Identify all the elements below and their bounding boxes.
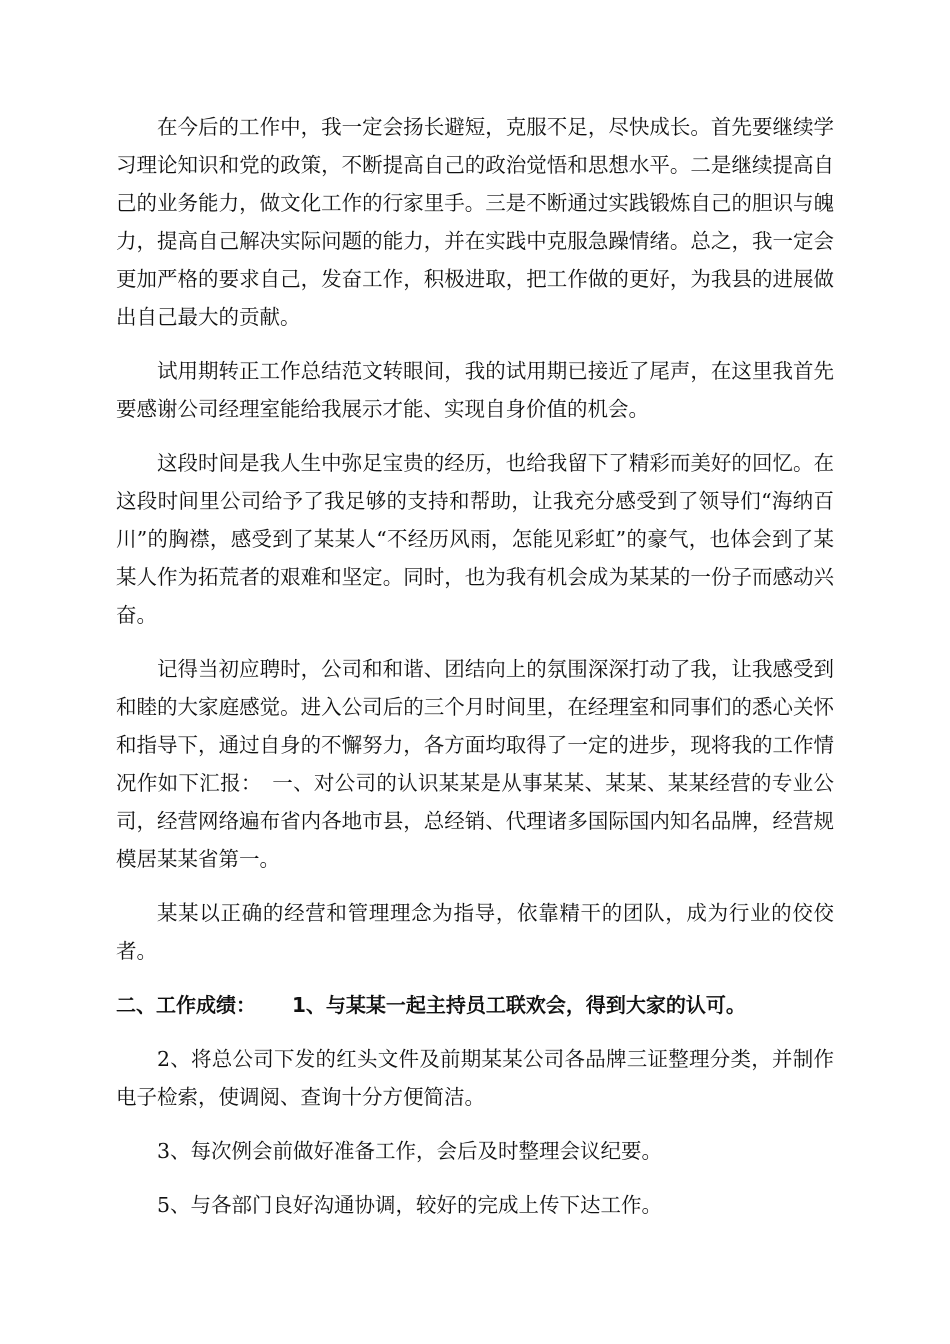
achievement-item-1: 1、与某某一起主持员工联欢会，得到大家的认可。 [292, 993, 746, 1017]
section-heading: 二、工作成绩： [116, 993, 256, 1017]
section-work-achievements [116, 986, 834, 1024]
paragraph-company-philosophy: 某某以正确的经营和管理理念为指导，依靠精干的团队，成为行业的佼佼者。 [116, 901, 834, 963]
paragraph-company-recognition: 记得当初应聘时，公司和和谐、团结向上的氛围深深打动了我，让我感受到和睦的大家庭感觉。进入公司后的三个月时间里，在经理室和同事们的悉心关怀和指导下，通过自身的不懈努力，各方面均取得了一定的进步，现将我的工作情况作如下汇报： 一、对公司的认识某某是从事某某、某某、某某经营的专业公司，经营网络遍布省内各地市县，总经销、代理诸多国际国内知名品牌，经营规模居某某省第一。 [116, 657, 834, 871]
paragraph-experience: 这段时间是我人生中弥足宝贵的经历，也给我留下了精彩而美好的回忆。在这段时间里公司给予了我足够的支持和帮助，让我充分感受到了领导们“海纳百川”的胸襟，感受到了某某人“不经历风雨，怎能见彩虹”的豪气，也体会到了某某人作为拓荒者的艰难和坚定。同时，也为我有机会成为某某的一份子而感动兴奋。 [116, 451, 834, 627]
paragraph-probation-intro: 试用期转正工作总结范文转眼间，我的试用期已接近了尾声，在这里我首先要感谢公司经理室能给我展示才能、实现自身价值的机会。 [116, 359, 834, 421]
achievement-item-5: 5、与各部门良好沟通协调，较好的完成上传下达工作。 [157, 1193, 663, 1217]
achievement-item-2: 2、将总公司下发的红头文件及前期某某公司各品牌三证整理分类，并制作电子检索，使调阅、查询十分方便简洁。 [116, 1047, 834, 1109]
paragraph-future-plans: 在今后的工作中，我一定会扬长避短，克服不足，尽快成长。首先要继续学习理论知识和党的政策，不断提高自己的政治觉悟和思想水平。二是继续提高自己的业务能力，做文化工作的行家里手。三是不断通过实践锻炼自己的胆识与魄力，提高自己解决实际问题的能力，并在实践中克服急躁情绪。总之，我一定会更加严格的要求自己，发奋工作，积极进取，把工作做的更好，为我县的进展做出自己最大的贡献。 [116, 115, 834, 329]
document-body [116, 108, 834, 1240]
achievement-item-3: 3、每次例会前做好准备工作，会后及时整理会议纪要。 [157, 1139, 663, 1163]
